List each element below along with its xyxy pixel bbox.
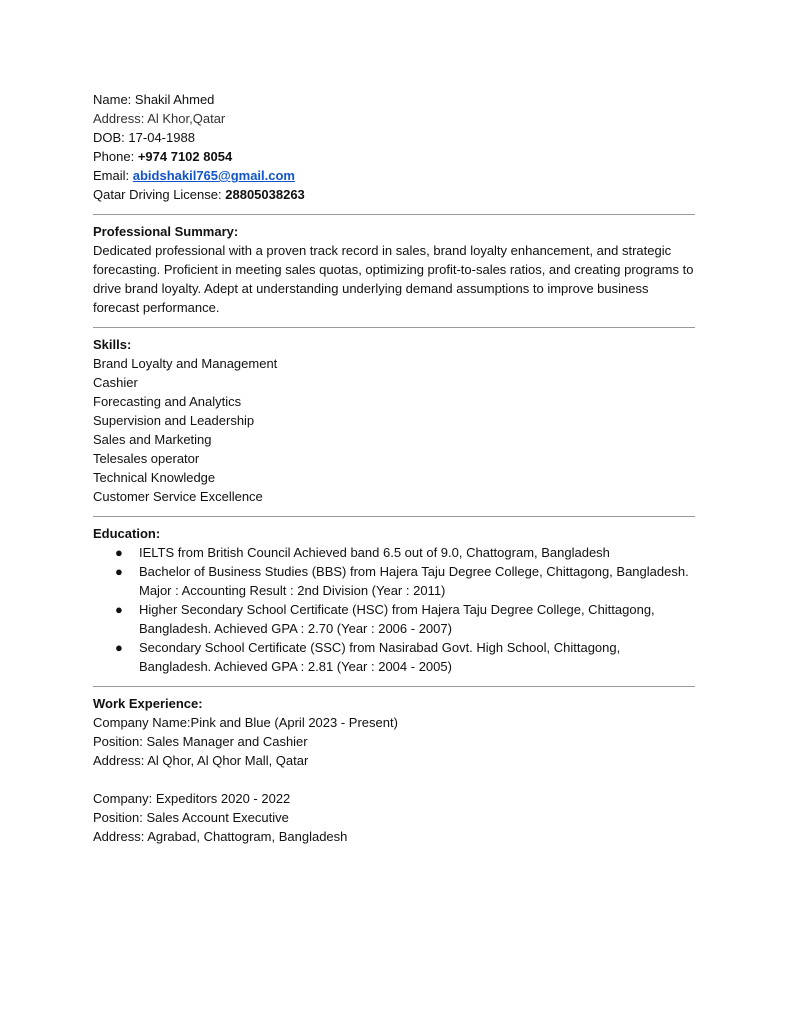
dob-line xyxy=(93,128,695,147)
license-label: Qatar Driving License: xyxy=(93,187,222,202)
education-item-text: Higher Secondary School Certificate (HSC) from Hajera Taju Degree College, Chittagong, Bangladesh. Achieved GPA : 2.70 (Year : 2006 - 2007) xyxy=(139,602,655,636)
dob-value: 17-04-1988 xyxy=(128,130,195,145)
skill-item: Brand Loyalty and Management xyxy=(93,356,278,371)
education-item xyxy=(93,562,695,600)
dob-label: DOB: xyxy=(93,130,125,145)
education-item xyxy=(93,600,695,638)
license-line xyxy=(93,185,695,204)
skill-item: Supervision and Leadership xyxy=(93,413,255,428)
work-section xyxy=(93,694,695,846)
education-list xyxy=(93,543,695,676)
divider xyxy=(93,686,695,687)
divider xyxy=(93,327,695,328)
divider xyxy=(93,516,695,517)
resume-document xyxy=(93,90,695,846)
job-position: Position: Sales Manager and Cashier xyxy=(93,734,308,749)
skill-item: Technical Knowledge xyxy=(93,470,216,485)
phone-label: Phone: xyxy=(93,149,135,164)
job-entry xyxy=(93,713,695,770)
spacer xyxy=(93,770,695,789)
skill-item: Forecasting and Analytics xyxy=(93,394,242,409)
education-item-text: IELTS from British Council Achieved band 6.5 out of 9.0, Chattogram, Bangladesh xyxy=(139,545,610,560)
phone-line xyxy=(93,147,695,166)
skill-item: Sales and Marketing xyxy=(93,432,212,447)
divider xyxy=(93,214,695,215)
license-value: 28805038263 xyxy=(225,187,305,202)
email-line xyxy=(93,166,695,185)
phone-value: +974 7102 8054 xyxy=(137,149,233,164)
education-item xyxy=(93,638,695,676)
address-label: Address: xyxy=(93,111,145,126)
skills-heading: Skills: xyxy=(93,337,132,352)
name-label: Name: xyxy=(93,92,132,107)
job-entry xyxy=(93,789,695,846)
summary-heading: Professional Summary: xyxy=(93,224,239,239)
name-value: Shakil Ahmed xyxy=(134,92,215,107)
job-address: Address: Agrabad, Chattogram, Bangladesh xyxy=(93,829,348,844)
contact-block xyxy=(93,90,695,204)
bullet-icon: ● xyxy=(115,640,123,655)
education-heading: Education: xyxy=(93,526,161,541)
summary-section xyxy=(93,222,695,317)
summary-text: Dedicated professional with a proven track record in sales, brand loyalty enhancement, and strategic forecasting. Proficient in meeting sales quotas, optimizing profit-to-sales ratios, and creating programs to drive brand loyalty. Adept at understanding underlying demand assumptions to improve business forecast performance. xyxy=(93,243,694,315)
address-line xyxy=(93,109,695,128)
skill-item: Cashier xyxy=(93,375,138,390)
education-section xyxy=(93,524,695,676)
work-heading: Work Experience: xyxy=(93,696,203,711)
bullet-icon: ● xyxy=(115,602,123,617)
education-item-text: Secondary School Certificate (SSC) from Nasirabad Govt. High School, Chittagong, Bangladesh. Achieved GPA : 2.81 (Year : 2004 - 2005) xyxy=(139,640,621,674)
education-item xyxy=(93,543,695,562)
job-company: Company: Expeditors 2020 - 2022 xyxy=(93,791,291,806)
skills-section xyxy=(93,335,695,506)
bullet-icon: ● xyxy=(115,545,123,560)
skill-item: Customer Service Excellence xyxy=(93,489,263,504)
job-address: Address: Al Qhor, Al Qhor Mall, Qatar xyxy=(93,753,309,768)
name-line xyxy=(93,90,695,109)
email-label: Email: xyxy=(93,168,130,183)
bullet-icon: ● xyxy=(115,564,123,579)
skill-item: Telesales operator xyxy=(93,451,200,466)
address-value: Al Khor,Qatar xyxy=(147,111,226,126)
job-position: Position: Sales Account Executive xyxy=(93,810,289,825)
education-item-text: Bachelor of Business Studies (BBS) from Hajera Taju Degree College, Chittagong, Bangladesh. Major : Accounting Result : 2nd Division (Year : 2011) xyxy=(139,564,689,598)
email-link[interactable]: abidshakil765@gmail.com xyxy=(132,168,295,183)
job-company: Company Name:Pink and Blue (April 2023 - Present) xyxy=(93,715,398,730)
